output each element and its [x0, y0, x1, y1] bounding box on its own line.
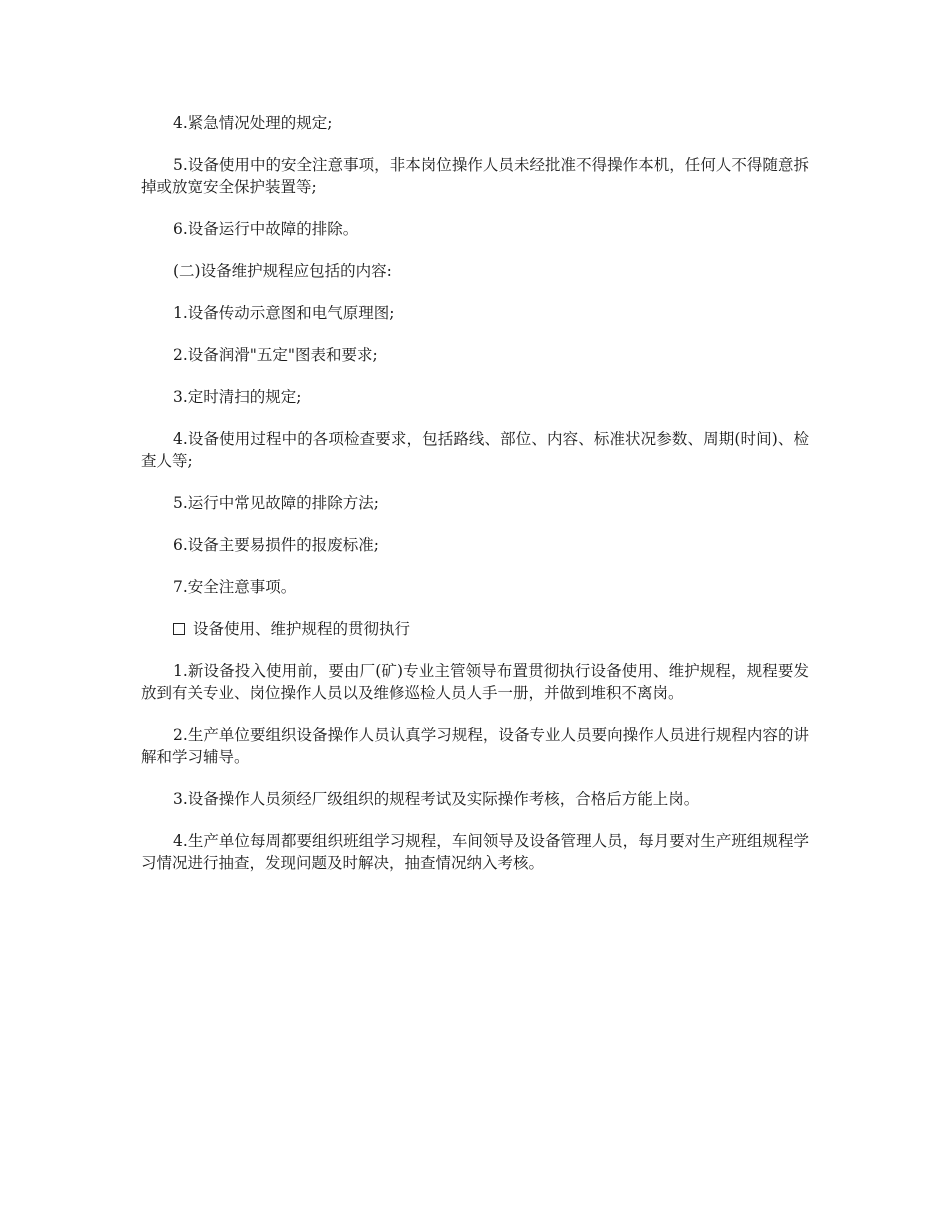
- paragraph: (二)设备维护规程应包括的内容:: [173, 262, 392, 280]
- paragraph: 6.设备主要易损件的报废标准;: [173, 536, 380, 554]
- paragraph: 5.设备使用中的安全注意事项，非本岗位操作人员未经批准不得操作本机，任何人不得随意拆掉或放宽安全保护装置等;: [141, 156, 809, 196]
- paragraph: 3.定时清扫的规定;: [173, 388, 302, 406]
- document-body: [141, 112, 809, 894]
- paragraph: 4.设备使用过程中的各项检查要求，包括路线、部位、内容、标准状况参数、周期(时间)、检查人等;: [141, 430, 809, 470]
- paragraph: 1.新设备投入使用前，要由厂(矿)专业主管领导布置贯彻执行设备使用、维护规程，规程要发放到有关专业、岗位操作人员以及维修巡检人员人手一册，并做到堆积不离岗。: [141, 662, 809, 702]
- checkbox-icon: [173, 623, 185, 635]
- paragraph: 3.设备操作人员须经厂级组织的规程考试及实际操作考核，合格后方能上岗。: [173, 790, 700, 808]
- paragraph: 7.安全注意事项。: [173, 578, 297, 596]
- paragraph: 2.生产单位要组织设备操作人员认真学习规程，设备专业人员要向操作人员进行规程内容的讲解和学习辅导。: [141, 726, 809, 766]
- paragraph: 1.设备传动示意图和电气原理图;: [173, 304, 395, 322]
- paragraph: 5.运行中常见故障的排除方法;: [173, 494, 380, 512]
- section-heading: [141, 618, 809, 640]
- paragraph: 2.设备润滑"五定"图表和要求;: [173, 346, 378, 364]
- section-heading-text: 设备使用、维护规程的贯彻执行: [193, 620, 411, 638]
- paragraph: 6.设备运行中故障的排除。: [173, 220, 359, 238]
- paragraph: 4.生产单位每周都要组织班组学习规程，车间领导及设备管理人员，每月要对生产班组规程学习情况进行抽查，发现问题及时解决，抽查情况纳入考核。: [141, 832, 809, 872]
- paragraph: 4.紧急情况处理的规定;: [173, 114, 333, 132]
